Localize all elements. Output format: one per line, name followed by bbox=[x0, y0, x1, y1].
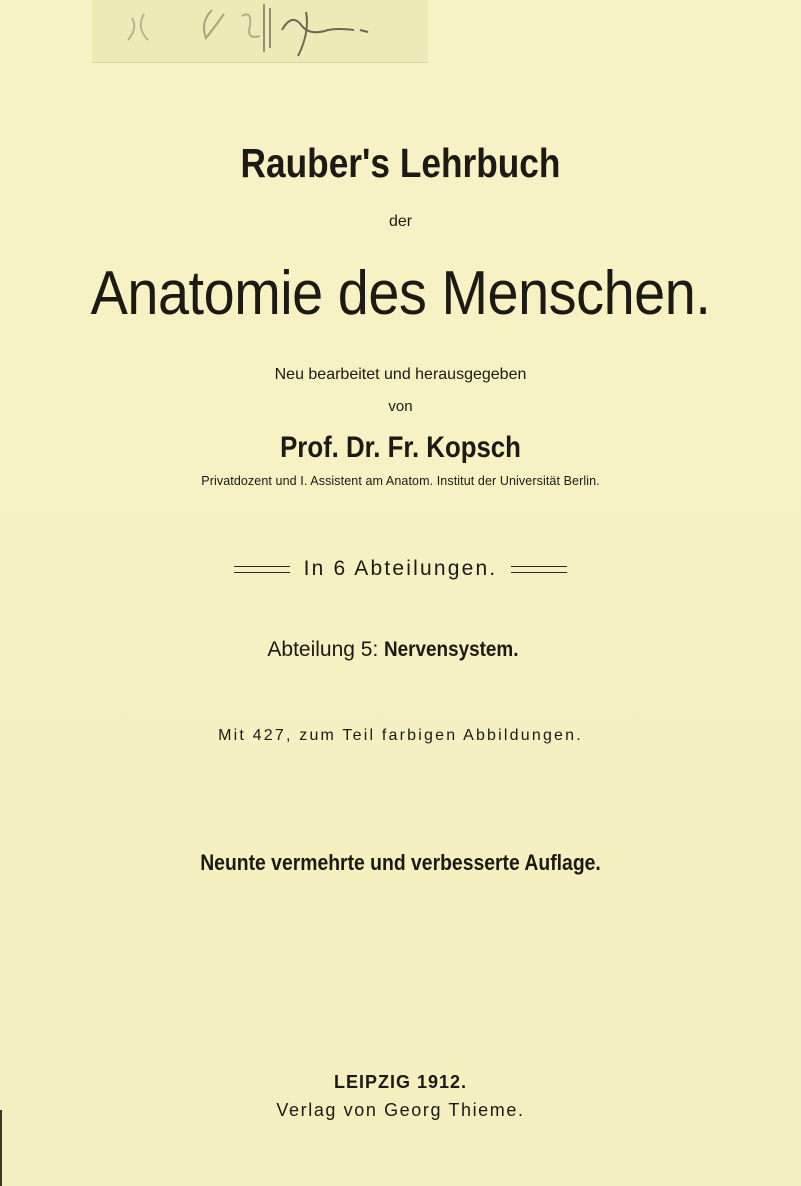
double-rule-left bbox=[234, 566, 290, 573]
author-name: Prof. Dr. Fr. Kopsch bbox=[280, 431, 521, 464]
author-affiliation: Privatdozent und I. Assistent am Anatom. Institut der Universität Berlin. bbox=[201, 474, 600, 488]
main-title: Anatomie des Menschen. bbox=[90, 259, 711, 328]
part-heading bbox=[0, 638, 801, 662]
volumes-count: In 6 Abteilungen. bbox=[303, 557, 498, 580]
edition-note: Neunte vermehrte und verbesserte Auflage. bbox=[200, 850, 601, 875]
double-rule-right bbox=[511, 566, 567, 573]
place-year: LEIPZIG 1912. bbox=[333, 1072, 468, 1092]
handwritten-sticker bbox=[92, 0, 428, 63]
part-prefix: Abteilung 5: bbox=[267, 638, 379, 661]
by-line: von bbox=[388, 398, 413, 415]
edited-by-line: Neu bearbeitet und herausgegeben bbox=[274, 366, 527, 383]
illustrations-note: Mit 427, zum Teil farbigen Abbildungen. bbox=[218, 727, 583, 744]
publisher: Verlag von Georg Thieme. bbox=[276, 1100, 525, 1120]
handwriting-signature bbox=[92, 0, 428, 62]
volumes-row bbox=[0, 554, 801, 584]
part-title: Nervensystem. bbox=[384, 638, 519, 661]
title-connector: der bbox=[388, 213, 413, 230]
book-title: Rauber's Lehrbuch bbox=[240, 140, 561, 186]
page-edge-shadow bbox=[0, 1110, 2, 1186]
